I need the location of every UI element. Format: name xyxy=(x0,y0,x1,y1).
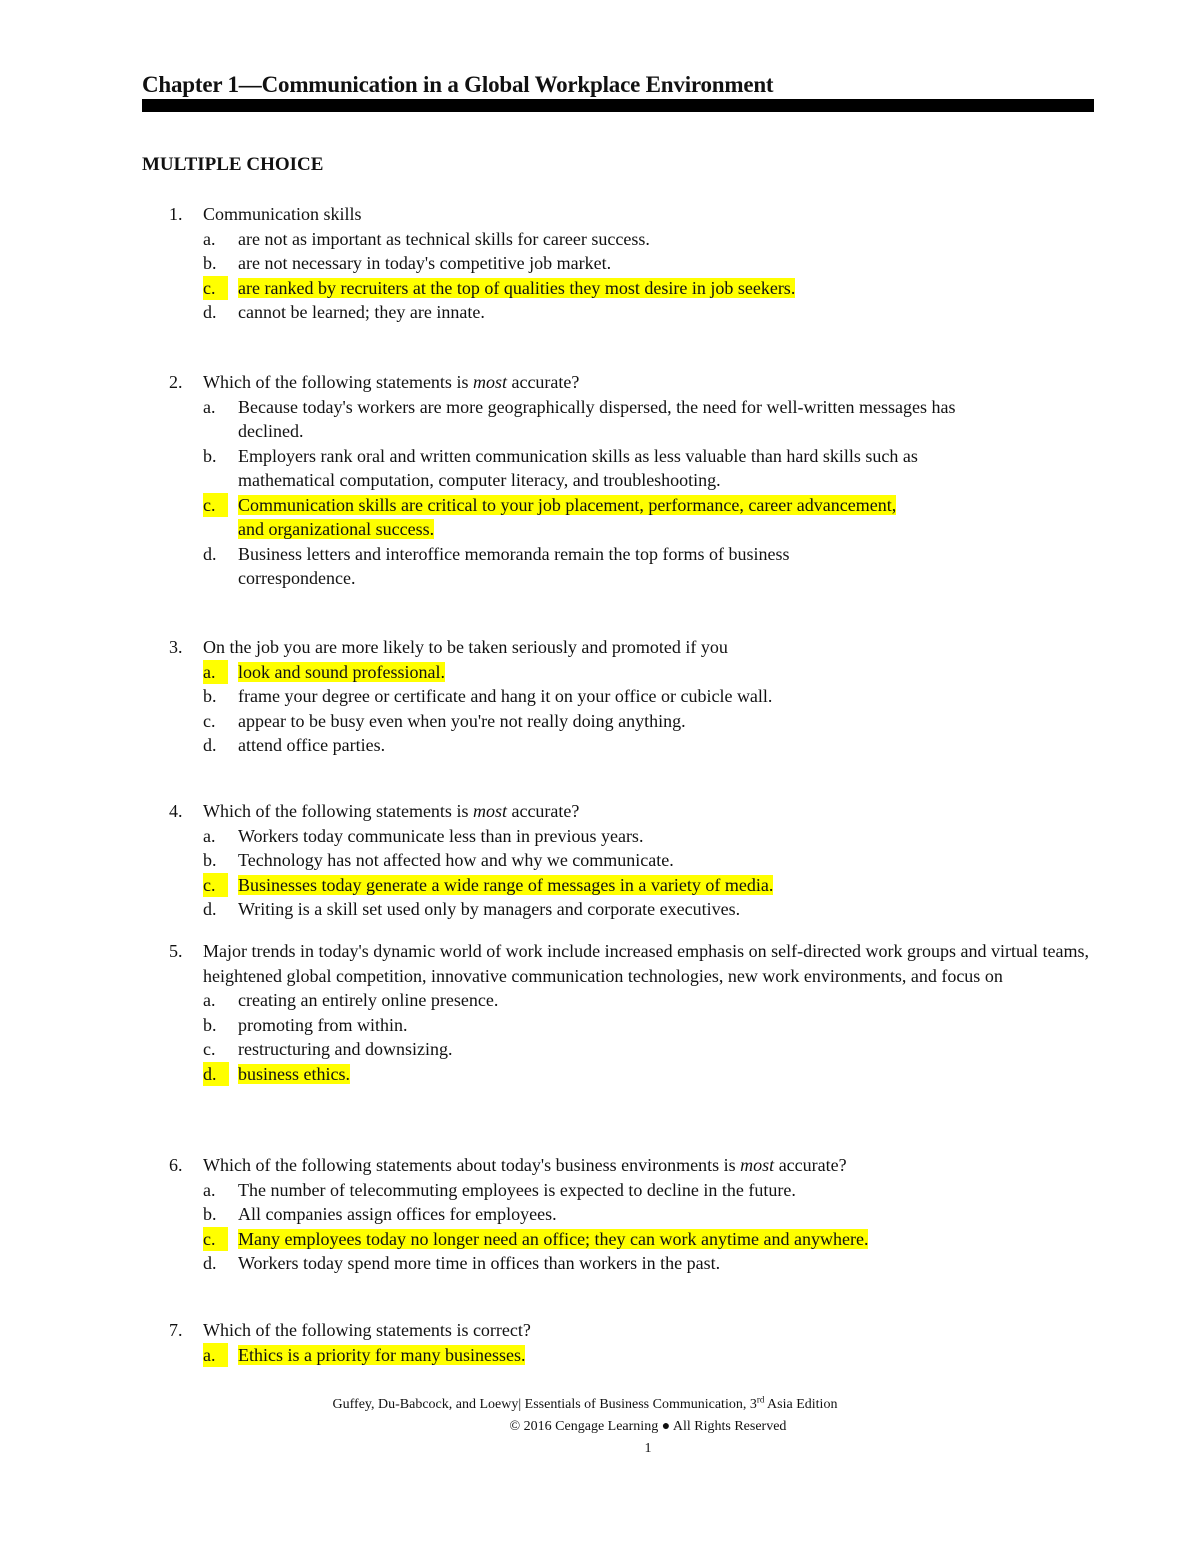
question-number: 5. xyxy=(169,941,183,961)
option-a: a. The number of telecommuting employees is expected to decline in the future. xyxy=(203,1179,796,1200)
option-d: d. cannot be learned; they are innate. xyxy=(203,302,485,322)
question-number: 4. xyxy=(169,801,183,821)
question-2 xyxy=(0,370,1200,591)
option-b: b. All companies assign offices for employees. xyxy=(203,1204,557,1224)
option-c-correct: c. Many employees today no longer need an office; they can work anytime and anywhere. xyxy=(203,1227,1003,1252)
question-number: 1. xyxy=(169,204,183,224)
question-number: 3. xyxy=(169,637,183,657)
option-c: c. appear to be busy even when you're not really doing anything. xyxy=(203,710,686,731)
question-text: Which of the following statements about today's business environments is most accurate? xyxy=(203,1155,847,1175)
option-d: d. attend office parties. xyxy=(203,735,386,755)
question-5 xyxy=(0,939,1200,1086)
highlighted-answer: business ethics. xyxy=(238,1063,350,1084)
option-d: d. Writing is a skill set used only by managers and corporate executives. xyxy=(203,899,741,919)
chapter-title: Chapter 1—Communication in a Global Workplace Environment xyxy=(142,72,774,97)
option-b: b. promoting from within. xyxy=(203,1014,408,1035)
option-d: d. Business letters and interoffice memoranda remain the top forms of business correspondence. xyxy=(203,543,790,588)
highlighted-answer: look and sound professional. xyxy=(238,661,445,682)
footer-copyright: © 2016 Cengage Learning ● All Rights Reserved xyxy=(509,1419,787,1434)
question-text: Which of the following statements is correct? xyxy=(203,1320,531,1340)
option-a: a. Because today's workers are more geographically dispersed, the need for well-written messages has declined. xyxy=(203,396,956,441)
question-number: 7. xyxy=(169,1320,183,1340)
option-a-correct: a. look and sound professional. xyxy=(203,660,1003,685)
highlighted-answer: Communication skills are critical to your job placement, performance, career advancement, and organizational success. xyxy=(238,494,897,539)
highlighted-answer: are ranked by recruiters at the top of qualities they most desire in job seekers. xyxy=(238,277,796,298)
highlighted-answer: Businesses today generate a wide range of messages in a variety of media. xyxy=(238,874,774,895)
question-7 xyxy=(0,1318,1200,1367)
option-d: d. Workers today spend more time in offices than workers in the past. xyxy=(203,1253,721,1273)
question-6 xyxy=(0,1153,1200,1276)
question-number: 2. xyxy=(169,372,183,392)
option-c-correct: c. Communication skills are critical to your job placement, performance, career advancement, and organizational success. xyxy=(203,494,897,539)
option-b: b. Employers rank oral and written communication skills as less valuable than hard skills such as mathematical computation, computer literacy, and troubleshooting. xyxy=(203,445,918,490)
option-b: b. are not necessary in today's competitive job market. xyxy=(203,253,612,273)
page-number: 1 xyxy=(644,1441,652,1456)
question-text: Communication skills xyxy=(203,204,362,224)
option-b: b. Technology has not affected how and why we communicate. xyxy=(203,850,674,870)
option-d-correct: d. business ethics. xyxy=(203,1062,1003,1087)
question-1 xyxy=(0,202,1200,325)
option-a: a. creating an entirely online presence. xyxy=(203,990,499,1010)
question-text: Which of the following statements is most accurate? xyxy=(203,372,580,392)
option-c-correct: c. are ranked by recruiters at the top of qualities they most desire in job seekers. xyxy=(203,276,1003,301)
section-heading: MULTIPLE CHOICE xyxy=(142,154,324,175)
highlighted-answer: Ethics is a priority for many businesses. xyxy=(238,1344,526,1365)
question-text: On the job you are more likely to be taken seriously and promoted if you xyxy=(203,637,728,657)
question-text: Which of the following statements is most accurate? xyxy=(203,801,580,821)
option-a-correct: a. Ethics is a priority for many businesses. xyxy=(203,1343,1003,1368)
footer-citation: Guffey, Du-Babcock, and Loewy| Essentials of Business Communication, 3rd Asia Edition xyxy=(332,1394,838,1412)
option-c-correct: c. Businesses today generate a wide range of messages in a variety of media. xyxy=(203,873,1003,898)
question-text: Major trends in today's dynamic world of work include increased emphasis on self-directed work groups and virtual teams, heightened global competition, innovative communication technologies, new work environments, and focus on xyxy=(203,941,1090,986)
question-number: 6. xyxy=(169,1155,183,1175)
question-3 xyxy=(0,635,1200,758)
option-b: b. frame your degree or certificate and hang it on your office or cubicle wall. xyxy=(203,686,773,706)
option-a: a. are not as important as technical skills for career success. xyxy=(203,228,650,249)
question-4 xyxy=(0,799,1200,922)
title-rule xyxy=(142,99,1094,112)
option-c: c. restructuring and downsizing. xyxy=(203,1039,453,1059)
option-a: a. Workers today communicate less than in previous years. xyxy=(203,825,644,846)
highlighted-answer: Many employees today no longer need an office; they can work anytime and anywhere. xyxy=(238,1228,869,1249)
